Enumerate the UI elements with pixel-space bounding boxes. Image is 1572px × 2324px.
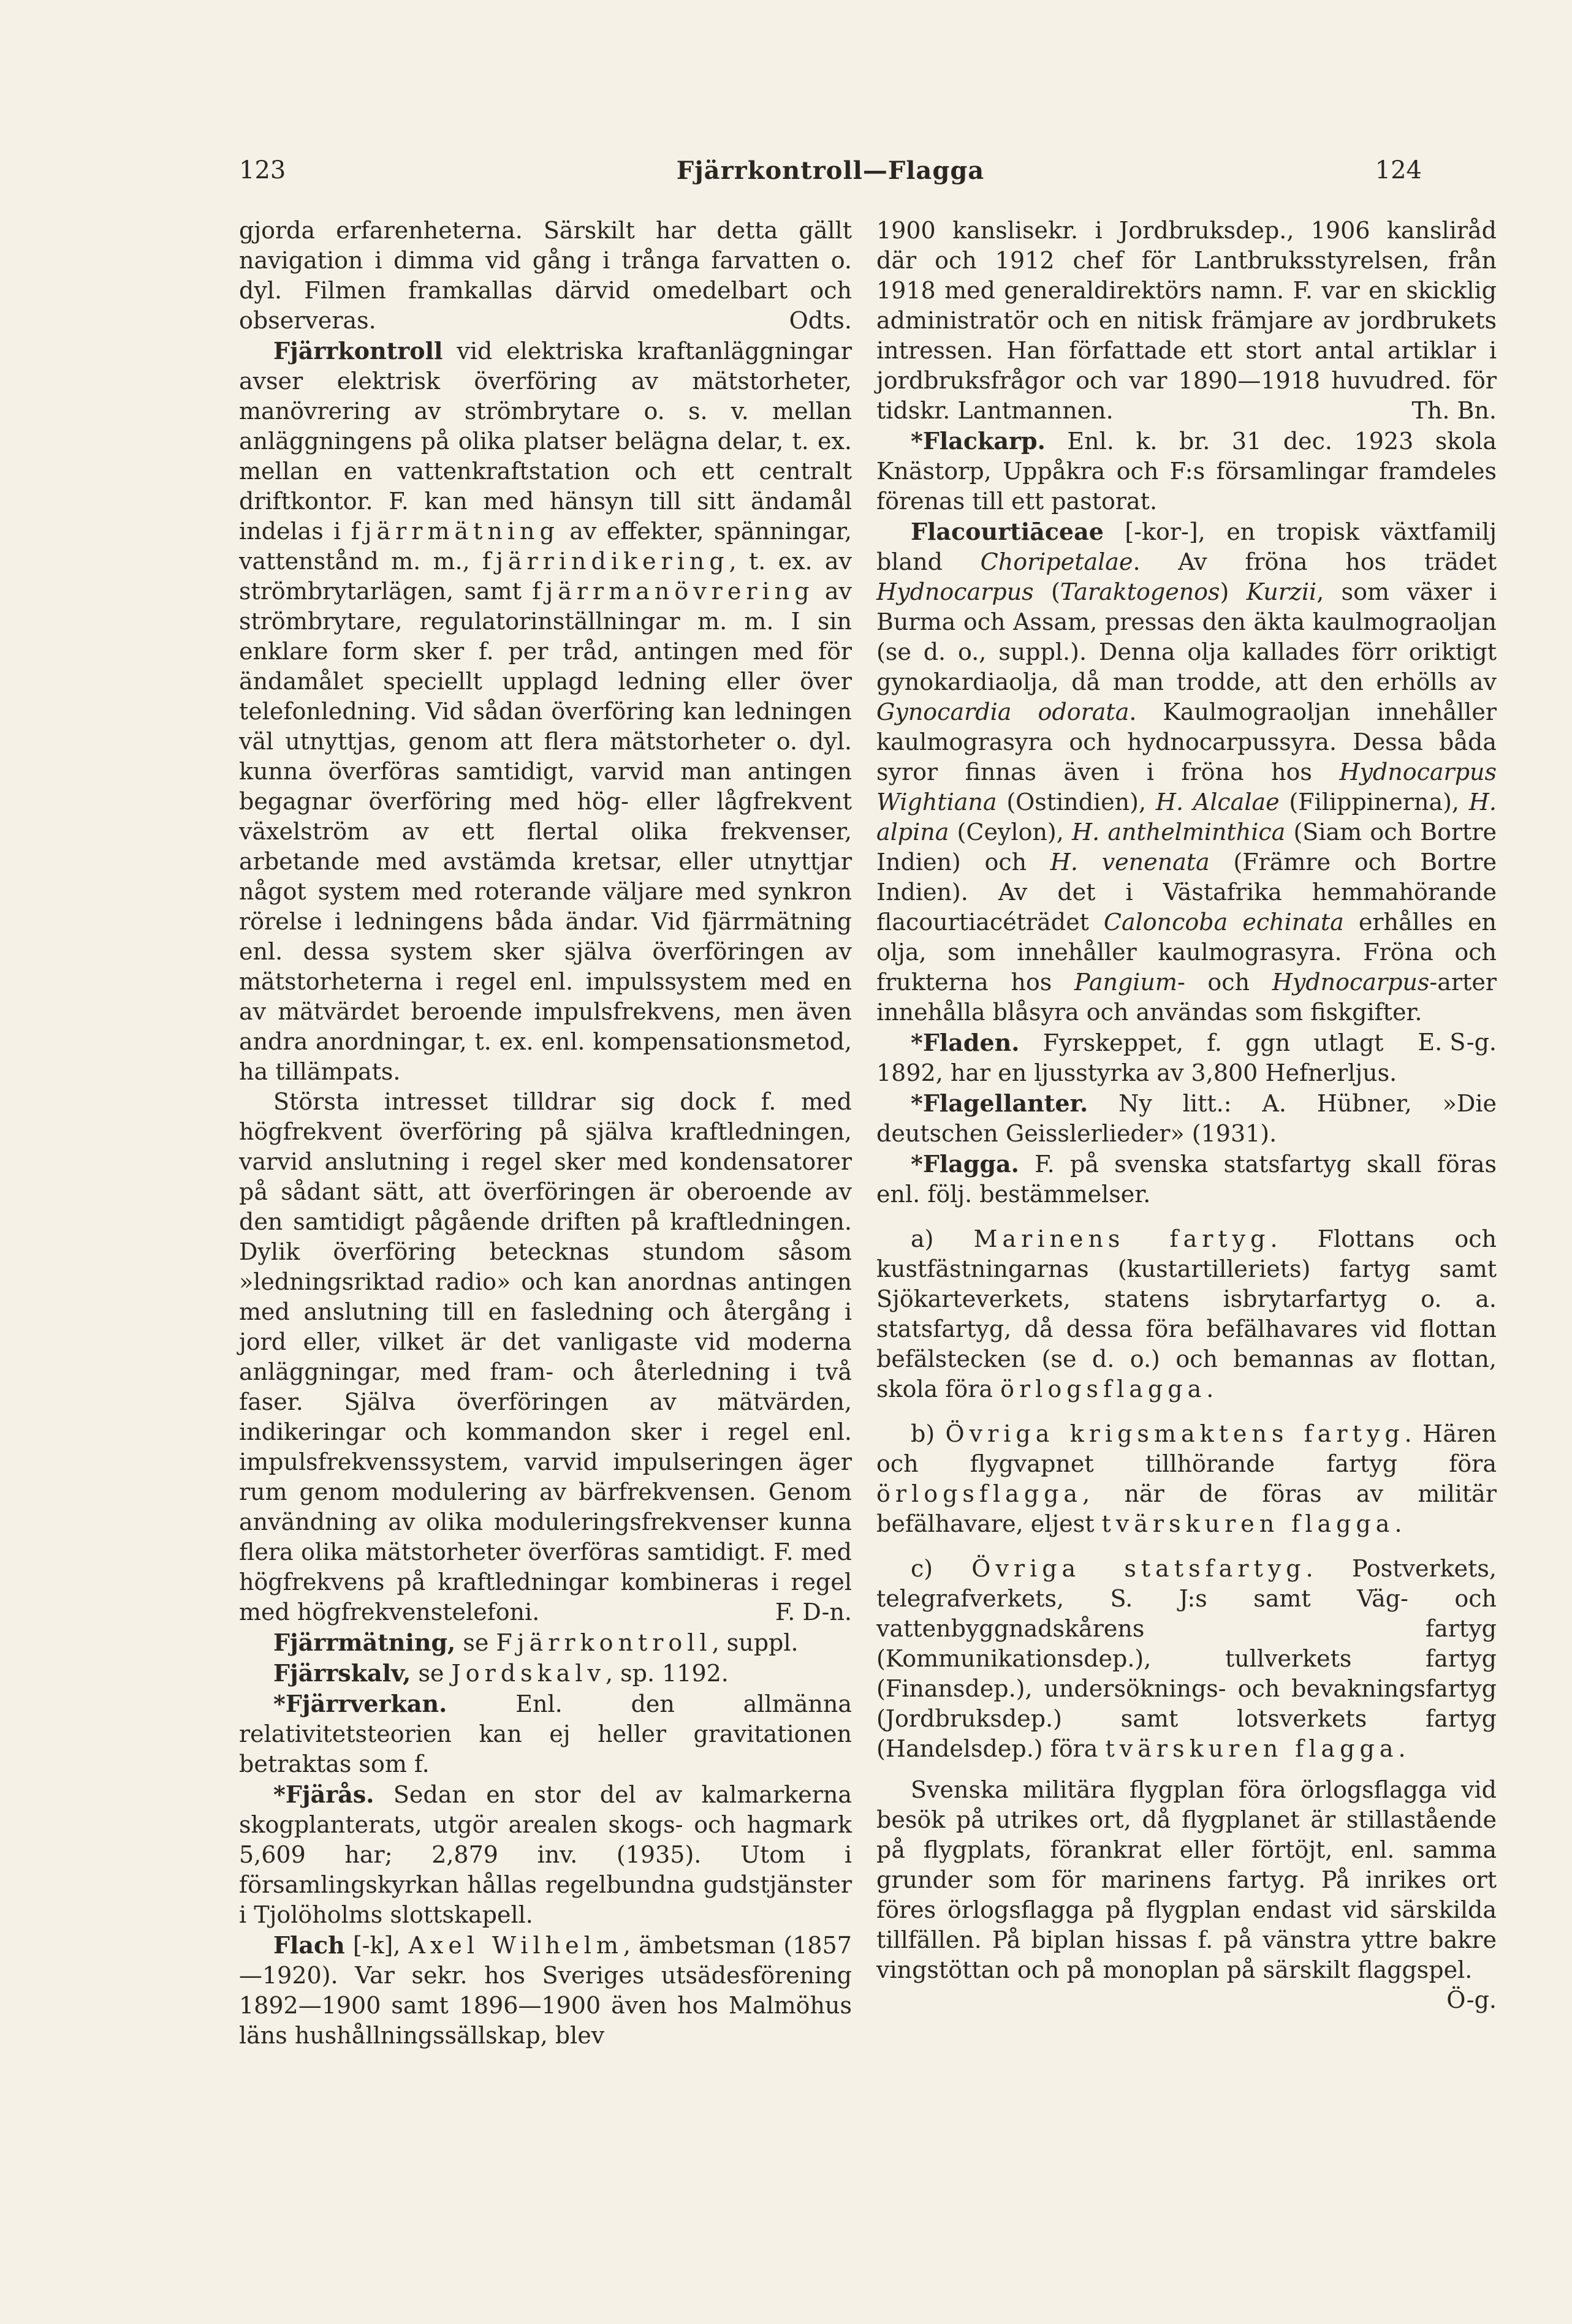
flagga-item-a: a) Marinens fartyg. Flottans och kustfästningarnas (kustartilleriets) fartyg samt Sjökarteverkets, statens isbrytarfartyg o. a. statsfartyg, då dessa föra befälhavares vid flottan befälstecken (se d. o.) och bemannas av flottan, skola föra örlogsflagga. [876,1225,1497,1402]
signature: E. S-g. [1418,1029,1497,1056]
running-title: Fjärrkontroll—Flagga [676,156,985,185]
signature: Th. Bn. [1411,397,1497,424]
page-number-left: 123 [239,156,286,184]
page-number-right: 124 [1375,156,1422,184]
headword: *Flackarp. [911,427,1046,455]
headword: *Fjärås. [273,1781,374,1808]
headword: Fjärrmätning, [273,1629,456,1656]
headword: *Flagellanter. [911,1089,1088,1117]
flagga-item-b: b) Övriga krigsmaktens fartyg. Hären och flygvapnet tillhörande fartyg föra örlogsflagga, när de föras av militär befälhavare, eljest tvärskuren flagga. [876,1420,1497,1537]
page-header [239,156,1422,199]
entry-flagga: *Flagga. F. på svenska statsfartyg skall föras enl. följ. bestämmelser. [876,1150,1497,1208]
entry-fjarrmatning: Fjärrmätning, se Fjärrkontroll, suppl. [273,1629,799,1656]
signature: F. D-n. [775,1599,852,1626]
headword: Flacourtiāceae [911,518,1104,545]
entry-flackarp: *Flackarp. Enl. k. br. 31 dec. 1923 skola Knästorp, Uppåkra och F:s församlingar framdeles förenas till ett pastorat. [876,427,1497,515]
headword: Fjärrskalv, [273,1659,411,1687]
entry-flagellanter: *Flagellanter. Ny litt.: A. Hübner, »Die deutschen Geisslerlieder» (1931). [876,1089,1497,1147]
right-column [876,216,1497,2015]
entry-continuation-fjarrfilm: gjorda erfarenheterna. Särskilt har detta gällt navigation i dimma vid gång i trånga farvatten o. dyl. Filmen framkallas därvid omedelbart och observeras. Odts. [239,216,852,336]
left-column [239,216,852,2051]
flagga-flygplan-paragraph: Svenska militära flygplan föra örlogsflagga vid besök på utrikes ort, då flygplanet är stillastående på flygplats, förankrat eller förtöjt, enl. samma grunder som för marinens fartyg. På inrikes ort föres örlogsflagga på flygplan endast vid särskilda tillfällen. På biplan hissas f. på vänstra yttre bakre vingstöttan och på monoplan på särskilt flaggspel. Ö-g. [876,1775,1497,1985]
entry-flach: Flach [-k], Axel Wilhelm, ämbetsman (1857—1920). Var sekr. hos Sveriges utsädesförening 1892—1900 samt 1896—1900 även hos Malmöhus läns hushållningssällskap, blev [239,1931,852,2049]
headword: *Fladen. [911,1029,1020,1056]
signature: Odts. [789,307,852,334]
entry-fjaras: *Fjärås. Sedan en stor del av kalmarkerna skogplanterats, utgör arealen skogs- och hagmark 5,609 har; 2,879 inv. (1935). Utom i församlingskyrkan hållas regelbundna gudstjänster i Tjolöholms slottskapell. [239,1781,852,1928]
headword: *Flagga. [911,1150,1019,1178]
flagga-item-c: c) Övriga statsfartyg. Postverkets, telegrafverkets, S. J:s samt Väg- och vattenbyggnadskårens fartyg (Kommunikationsdep.), tullverkets fartyg (Finansdep.), undersöknings- och bevakningsfartyg (Jordbruksdep.) samt lotsverkets fartyg (Handelsdep.) föra tvärskuren flagga. [876,1555,1497,1762]
entry-fjarrskalv: Fjärrskalv, se Jordskalv, sp. 1192. [273,1659,729,1687]
headword: Fjärrkontroll [273,337,443,365]
headword: *Fjärrverkan. [273,1690,447,1717]
entry-fjarrkontroll: Fjärrkontroll vid elektriska kraftanläggningar avser elektrisk överföring av mätstorheter, manövrering av strömbrytare o. s. v. mellan anläggningens på olika platser belägna delar, t. ex. mellan en vattenkraftstation och ett centralt driftkontor. F. kan med hänsyn till sitt ändamål indelas i fjärrmätning av effekter, spänningar, vattenstånd m. m., fjärrindikering, t. ex. av strömbrytarlägen, samt fjärrmanövrering av strömbrytare, regulatorinställningar m. m. I sin enklare form sker f. per tråd, antingen med för ändamålet speciellt upplagd ledning eller över telefonledning. Vid sådan överföring kan ledningen väl utnyttjas, genom att flera mätstorheter o. dyl. kunna överföras samtidigt, varvid man antingen begagnar överföring med hög- eller lågfrekvent växelström av ett flertal olika frekvenser, arbetande med avstämda kretsar, eller utnyttjar något system med roterande väljare med synkron rörelse i ledningens båda ändar. Vid fjärrmätning enl. dessa system sker själva överföringen av mätstorheterna i regel enl. impulssystem med en av mätvärdet beroende impulsfrekvens, men även andra anordningar, t. ex. enl. kompensationsmetod, ha tillämpats. [239,337,852,1085]
entry-flach-continuation: 1900 kanslisekr. i Jordbruksdep., 1906 kansliråd där och 1912 chef för Lantbruksstyrelsen, från 1918 med generaldirektörs namn. F. var en skicklig administratör och en nitisk främjare av jordbrukets intressen. Han författade ett stort antal artiklar i jordbruksfrågor och var 1890—1918 huvudred. för tidskr. Lantmannen. Th. Bn. [876,216,1497,426]
entry-fladen: *Fladen. Fyrskeppet, f. ggn utlagt 1892, har en ljusstyrka av 3,800 Hefnerljus. [876,1029,1397,1086]
entry-flacourtiaceae: Flacourtiāceae [-kor-], en tropisk växtfamilj bland Choripetalae. Av fröna hos trädet Hydnocarpus (Taraktogenos) Kurzii, som växer i Burma och Assam, pressas den äkta kaulmograoljan (se d. o., suppl.). Denna olja kallades förr oriktigt gynokardiaolja, då man trodde, att den erhölls av Gynocardia odorata. Kaulmograoljan innehåller kaulmograsyra och hydnocarpussyra. Dessa båda syror finnas även i fröna hos Hydnocarpus Wightiana (Ostindien), H. Alcalae (Filippinerna), H. alpina (Ceylon), H. anthelminthica (Siam och Bortre Indien) och H. venenata (Främre och Bortre Indien). Av det i Västafrika hemmahörande flacourtiacéträdet Caloncoba echinata erhålles en olja, som innehåller kaulmograsyra. Fröna och frukterna hos Pangium- och Hydnocarpus-arter innehålla blåsyra och användas som fiskgifter. E. S-g. [876,517,1497,1028]
entry-fjarrverkan: *Fjärrverkan. Enl. den allmänna relativitetsteorien kan ej heller gravitationen betraktas som f. [239,1690,852,1777]
headword: Flach [273,1931,345,1959]
entry-fjarrkontroll-paragraph-2: Största intresset tilldrar sig dock f. med högfrekvent överföring på själva kraftledningen, varvid anslutning i regel sker med kondensatorer på sådant sätt, att överföringen är oberoende av den samtidigt pågående driften på kraftledningen. Dylik överföring betecknas stundom såsom »ledningsriktad radio» och kan anordnas antingen med anslutning till en fasledning och återgång i jord eller, vilket är det vanligaste vid moderna anläggningar, med fram- och återledning i två faser. Själva överföringen av mätvärden, indikeringar och kommandon sker i regel enl. impulsfrekvenssystem, varvid impulseringen äger rum genom modulering av bärfrekvensen. Genom användning av olika moduleringsfrekvenser kunna flera olika mätstorheter överföras samtidigt. F. med högfrekvens på kraftledningar kombineras i regel med högfrekvenstelefoni. F. D-n. [239,1087,852,1627]
signature: Ö-g. [1446,1986,1497,2013]
